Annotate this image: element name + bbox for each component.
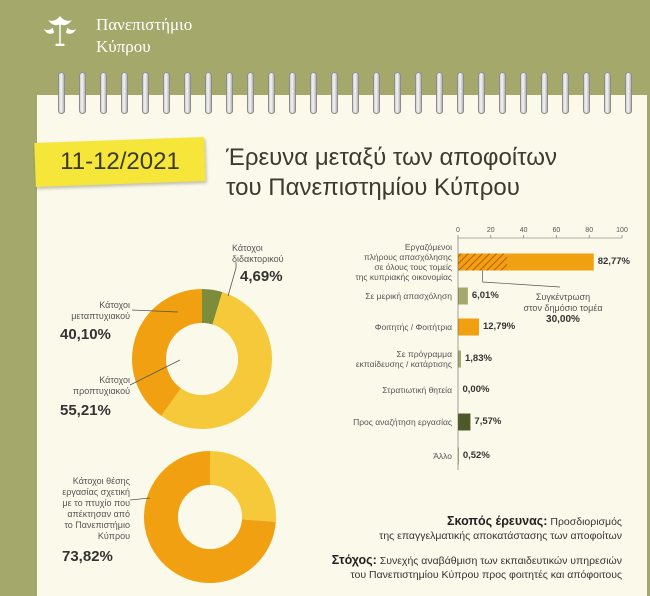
phd-value: 4,69% [240,268,283,285]
job-value: 73,82% [62,548,113,565]
bar-category-label: Φοιτητής / Φοιτήτρια [374,322,452,332]
x-tick-label: 40 [519,227,528,234]
bar [458,288,468,305]
logo-line2: Κύπρου [96,37,151,56]
bar-category-labels [300,0,458,596]
survey-purpose: Σκοπός έρευνας: Προσδιορισμός της επαγγελματικής αποκατάστασης των αποφοίτων [379,514,622,542]
title-line2: του Πανεπιστημίου Κύπρου [226,174,520,201]
bar-value-label: 82,77% [597,256,630,267]
survey-date: 11-12/2021 [60,148,180,175]
bar [458,414,470,431]
bar-category-label: Προς αναζήτηση εργασίας [353,417,452,427]
bar-category-label: Άλλο [433,451,452,461]
masters-value: 40,10% [60,326,111,343]
public-sector-label: Συγκέντρωση στον δημόσιο τομέα 30,00% [523,292,603,325]
bar-value-label: 0,00% [462,384,490,395]
bar-category-label: Στρατιωτική θητεία [382,385,452,395]
bar [458,351,461,368]
x-tick-label: 20 [486,227,495,234]
bachelors-value: 55,21% [60,402,111,419]
x-tick-label: 0 [456,227,460,234]
bachelors-label: Κάτοχοι προπτυχιακού [72,375,130,396]
public-sector-leader [483,271,560,288]
phd-label: Κάτοχοι διδακτορικού [232,243,284,264]
bar-value-label: 1,83% [465,353,492,364]
bar-category-label: Σε μερική απασχόληση [365,291,452,301]
bar-category-label: Σε πρόγραμμα εκπαίδευσης / κατάρτισης [355,349,452,369]
masters-label: Κάτοχοι μεταπτυχιακού [71,300,130,321]
bar-value-label: 0,52% [462,450,490,461]
bar-public-sector [458,254,507,271]
x-tick-label: 80 [585,227,594,234]
x-tick-label: 100 [616,227,628,234]
x-tick-label: 60 [552,227,561,234]
title-line1: Έρευνα μεταξύ των αποφοίτων [226,144,558,171]
bar [458,319,479,336]
logo-line1: Πανεπιστήμιο [96,15,193,34]
survey-goal: Στόχος: Συνεχής αναβάθμιση των εκπαιδευτικών υπηρεσιών του Πανεπιστημίου Κύπρου προς φοιτητές και απόφοιτους [331,553,622,581]
bar-value-label: 6,01% [471,290,499,301]
job-label: Κάτοχοι θέσης εργασίας σχετική με το πτυχίο που απέκτησαν από το Πανεπιστήμιο Κύπρου [62,476,130,541]
bar-category-label: Εργαζόμενοι πλήρους απασχόλησης σε όλους τους τομείς της κυπριακής οικονομίας [355,242,452,282]
bar-value-label: 7,57% [474,416,502,427]
bar-value-label: 12,79% [482,321,516,332]
